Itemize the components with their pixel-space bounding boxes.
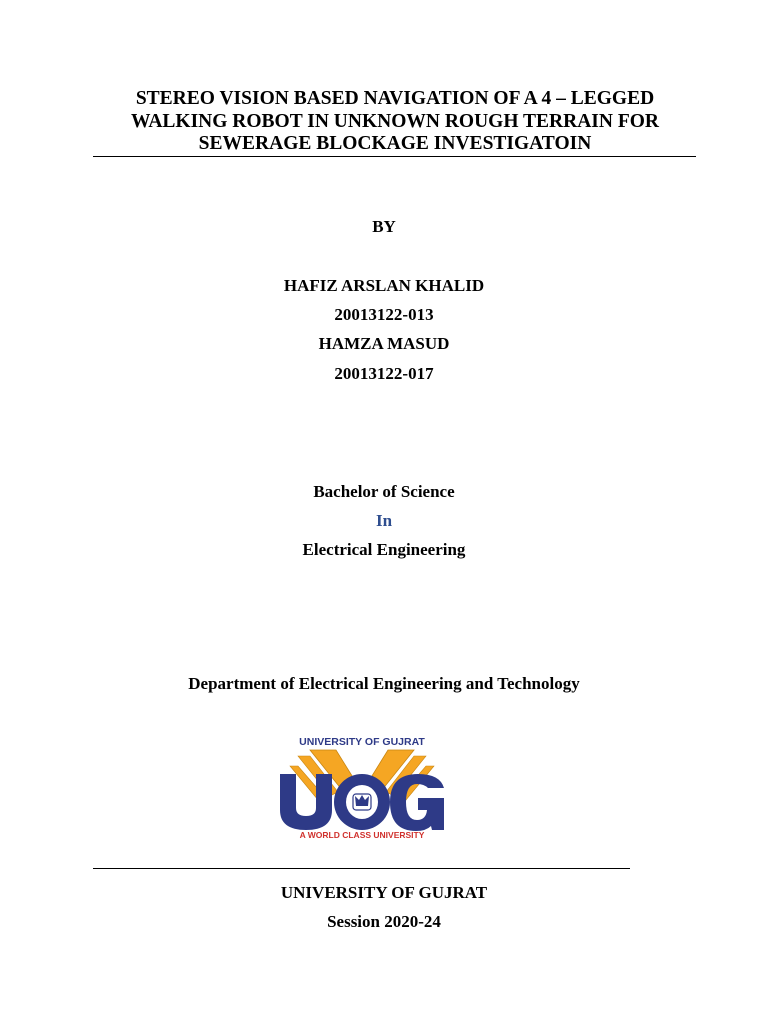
by-label: BY (372, 217, 396, 236)
thesis-title-line-2: WALKING ROBOT IN UNKNOWN ROUGH TERRAIN FOR (130, 110, 659, 132)
author-2-name: HAMZA MASUD (318, 334, 450, 353)
title-divider (93, 156, 696, 157)
svg-text:A WORLD CLASS UNIVERSITY: A WORLD CLASS UNIVERSITY (299, 830, 425, 840)
university-logo (276, 734, 448, 840)
department-name: Department of Electrical Engineering and Technology (188, 674, 580, 693)
degree-connector: In (375, 511, 393, 530)
thesis-title-line-3: SEWERAGE BLOCKAGE INVESTIGATOIN (198, 133, 592, 154)
footer-divider (93, 868, 630, 869)
author-1-id: 20013122-013 (334, 305, 434, 324)
thesis-title (90, 88, 700, 156)
author-1-name: HAFIZ ARSLAN KHALID (283, 276, 485, 295)
thesis-title-line-1: STEREO VISION BASED NAVIGATION OF A 4 – LEGGED (135, 88, 655, 109)
degree-field: Electrical Engineering (302, 540, 466, 559)
uog-logo-graphic (276, 734, 448, 840)
degree-name: Bachelor of Science (313, 482, 455, 501)
svg-text:UNIVERSITY OF GUJRAT: UNIVERSITY OF GUJRAT (299, 736, 425, 748)
author-2-id: 20013122-017 (334, 364, 434, 383)
footer-session: Session 2020-24 (327, 912, 441, 931)
footer-university: UNIVERSITY OF GUJRAT (280, 883, 488, 902)
